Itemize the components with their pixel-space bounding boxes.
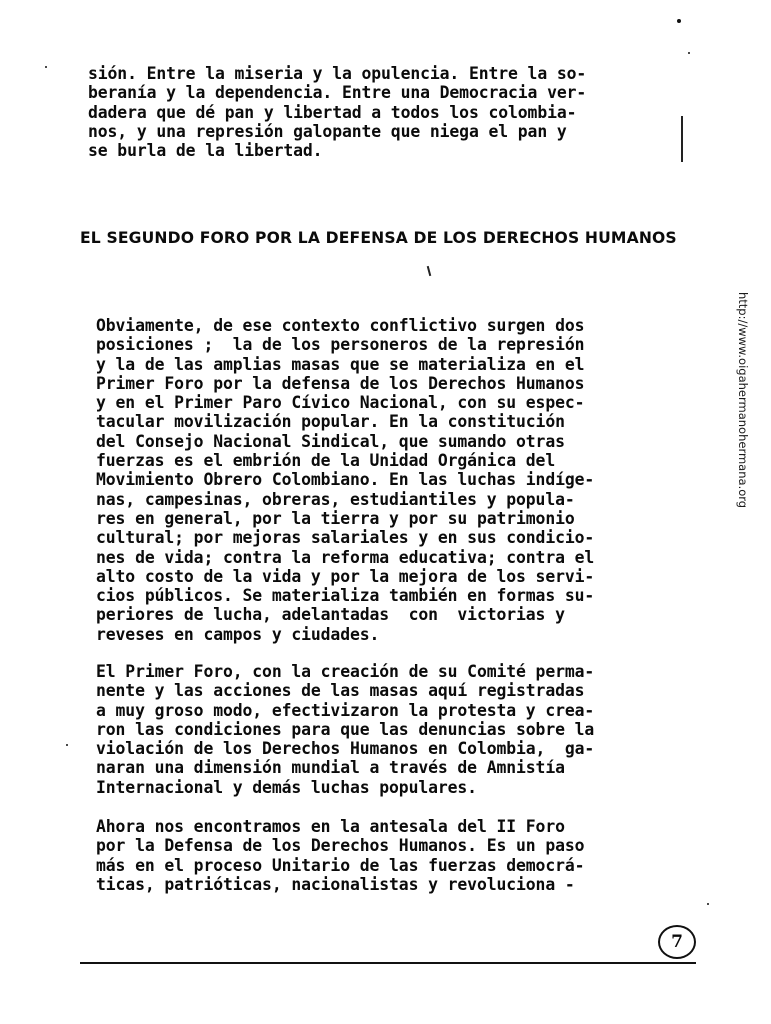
scan-speck <box>66 744 68 746</box>
scan-mark <box>427 266 432 276</box>
margin-mark <box>681 116 683 162</box>
section-heading: EL SEGUNDO FORO POR LA DEFENSA DE LOS DERECHOS HUMANOS <box>80 229 677 247</box>
scan-speck <box>707 903 709 905</box>
page-number: 7 <box>671 932 683 952</box>
paragraph-2: El Primer Foro, con la creación de su Comité perma- nente y las acciones de las masas aquí registradas a muy groso modo, efectivizaron la protesta y crea- ron las condiciones para que las denuncias sobre la violación de los Derechos Humanos en Colombia, ga- naran una dimensión mundial a través de Amnistía Internacional y demás luchas populares. <box>96 662 595 797</box>
scan-speck <box>677 19 681 23</box>
intro-paragraph: sión. Entre la miseria y la opulencia. Entre la so- beranía y la dependencia. Entre una Democracia ver- dadera que dé pan y libertad a todos los colombia- nos, y una represión galopante que niega el pan y se burla de la libertad. <box>88 64 587 161</box>
bottom-rule <box>80 962 696 964</box>
watermark-url: http://www.oigahermanohermana.org <box>736 292 750 509</box>
scan-speck <box>688 52 690 54</box>
paragraph-1: Obviamente, de ese contexto conflictivo surgen dos posiciones ; la de los personeros de la represión y la de las amplias masas que se materializa en el Primer Foro por la defensa de los Derechos Humanos y en el Primer Paro Cívico Nacional, con su espec- tacular movilización popular. En la constitución del Consejo Nacional Sindical, que sumando otras fuerzas es el embrión de la Unidad Orgánica del Movimiento Obrero Colombiano. En las luchas indíge- nas, campesinas, obreras, estudiantiles y popula- res en general, por la tierra y por su patrimonio cultural; por mejoras salariales y en sus condicio- nes de vida; contra la reforma educativa; contra el alto costo de la vida y por la mejora de los servi- cios públicos. Se materializa también en formas su- periores de lucha, adelantadas con victorias y reveses en campos y ciudades. <box>96 316 595 644</box>
scan-speck <box>45 66 47 68</box>
paragraph-3: Ahora nos encontramos en la antesala del II Foro por la Defensa de los Derechos Humanos. Es un paso más en el proceso Unitario de las fuerzas democrá- ticas, patrióticas, nacionalistas y revoluciona - <box>96 817 585 894</box>
page-number-badge <box>658 925 696 959</box>
